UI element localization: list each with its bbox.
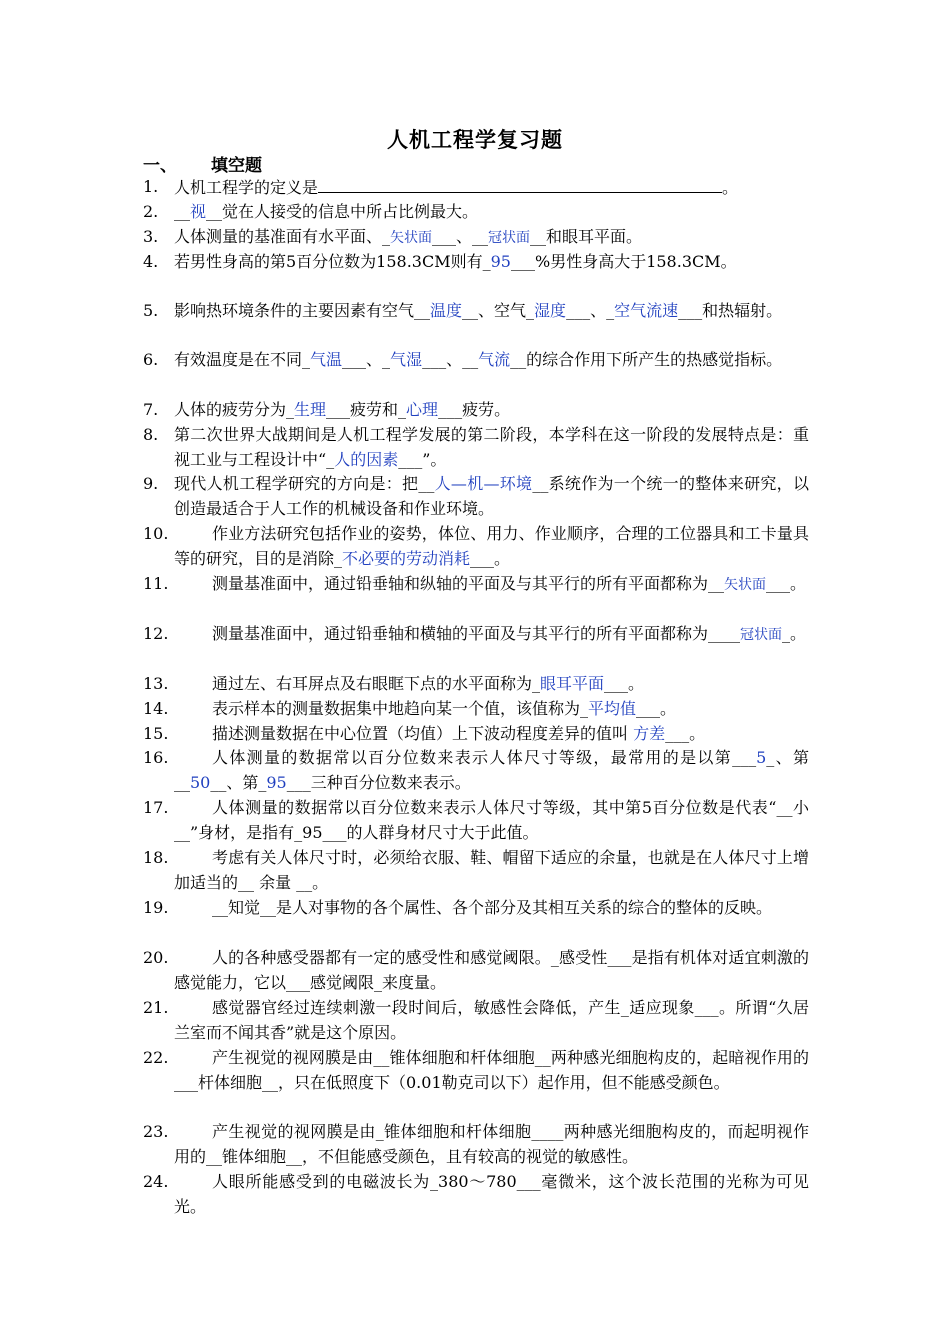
- question-number: 1.: [143, 177, 159, 196]
- question-number: 7.: [143, 400, 159, 419]
- question-number: 20.: [143, 948, 169, 967]
- answer-text: 方差: [633, 724, 666, 743]
- answer-text: 空气流速: [614, 301, 679, 320]
- question-item: [143, 946, 809, 995]
- answer-text: 人—机—环境: [434, 474, 533, 493]
- question-number: 13.: [143, 674, 169, 693]
- question-text: 有效温度是在不同_气温___、_气湿___、__气流__的综合作用下所产生的热感觉指标。: [174, 350, 783, 369]
- question-number: 23.: [143, 1122, 169, 1141]
- question-text: 人体测量的基准面有水平面、_矢状面___、__冠状面__和眼耳平面。: [174, 227, 643, 246]
- question-number: 12.: [143, 624, 169, 643]
- answer-text: 视: [190, 202, 207, 221]
- question-text: 人眼所能感受到的电磁波长为_380～780___毫微米，这个波长范围的光称为可见光。: [174, 1172, 809, 1216]
- question-number: 8.: [143, 425, 159, 444]
- question-item: [143, 398, 809, 423]
- question-number: 11.: [143, 574, 169, 593]
- answer-text: 湿度: [534, 301, 567, 320]
- answer-text: 95: [490, 252, 511, 271]
- question-number: 21.: [143, 998, 169, 1017]
- question-text: __视__觉在人接受的信息中所占比例最大。: [174, 202, 479, 221]
- question-item: [143, 672, 809, 697]
- page-title: 人机工程学复习题: [387, 127, 563, 152]
- question-text: 测量基准面中，通过铅垂轴和纵轴的平面及与其平行的所有平面都称为__矢状面___。: [212, 574, 807, 593]
- question-item: [143, 846, 809, 895]
- question-item: [143, 1170, 809, 1219]
- question-item: [143, 896, 809, 921]
- question-item: [143, 348, 809, 373]
- section-label: 填空题: [211, 156, 262, 176]
- question-number: 17.: [143, 798, 169, 817]
- question-number: 6.: [143, 350, 159, 369]
- question-number: 19.: [143, 898, 169, 917]
- question-text: 作业方法研究包括作业的姿势，体位、用力、作业顺序，合理的工位器具和工卡量具等的研究，目的是消除_不必要的劳动消耗___。: [174, 524, 809, 568]
- question-item: [143, 299, 809, 324]
- question-number: 5.: [143, 301, 159, 320]
- question-item: [143, 697, 809, 722]
- question-item: [143, 572, 809, 598]
- question-item: [143, 423, 809, 472]
- answer-text: 气湿: [390, 350, 423, 369]
- question-text: 人的各种感受器都有一定的感受性和感觉阈限。_感受性___是指有机体对适宜刺激的感觉能力，它以___感觉阈限_来度量。: [174, 948, 809, 992]
- answer-text: 矢状面: [724, 577, 767, 593]
- question-item: [143, 472, 809, 521]
- answer-text: 矢状面: [390, 230, 433, 246]
- question-text: 第二次世界大战期间是人机工程学发展的第二阶段，本学科在这一阶段的发展特点是：重视工业与工程设计中“_人的因素___”。: [174, 425, 809, 469]
- answer-blank: [318, 175, 722, 193]
- question-number: 16.: [143, 748, 169, 767]
- question-number: 10.: [143, 524, 169, 543]
- question-text: 表示样本的测量数据集中地趋向某一个值，该值称为_平均值___。: [212, 699, 677, 718]
- question-item: [143, 522, 809, 571]
- answer-text: 生理: [294, 400, 327, 419]
- answer-text: 气温: [310, 350, 343, 369]
- question-text: 描述测量数据在中心位置（均值）上下波动程度差异的值叫 方差___。: [212, 724, 706, 743]
- question-item: [143, 200, 809, 225]
- answer-text: 气流: [478, 350, 511, 369]
- answer-text: 心理: [406, 400, 439, 419]
- question-text: 人体测量的数据常以百分位数来表示人体尺寸等级，其中第5百分位数是代表“__小__”身材，是指有_95___的人群身材尺寸大于此值。: [174, 798, 809, 842]
- question-text: __知觉__是人对事物的各个属性、各个部分及其相互关系的综合的整体的反映。: [212, 898, 773, 917]
- question-text: 人机工程学的定义是 。: [174, 175, 809, 201]
- question-item: [143, 225, 809, 251]
- answer-text: 5: [756, 748, 767, 767]
- question-number: 14.: [143, 699, 169, 718]
- answer-text: 人的因素: [334, 449, 399, 469]
- question-text: 产生视觉的视网膜是由__锥体细胞和杆体细胞__两种感光细胞构皮的，起暗视作用的___杆体细胞__，只在低照度下（0.01勒克司以下）起作用，但不能感受颜色。: [174, 1048, 809, 1092]
- answer-text: 眼耳平面: [540, 674, 605, 693]
- question-item: [143, 796, 809, 845]
- answer-text: 冠状面: [740, 627, 783, 643]
- answer-text: 温度: [430, 301, 463, 320]
- question-number: 9.: [143, 474, 159, 493]
- question-item: [143, 1046, 809, 1095]
- question-item: [143, 250, 809, 275]
- question-text: 考虑有关人体尺寸时，必须给衣服、鞋、帽留下适应的余量，也就是在人体尺寸上增加适当的__ 余量 __。: [174, 848, 809, 892]
- question-item: [143, 746, 809, 795]
- question-item: [143, 996, 809, 1045]
- question-text: 人体的疲劳分为_生理___疲劳和_心理___疲劳。: [174, 400, 511, 419]
- question-text: 测量基准面中，通过铅垂轴和横轴的平面及与其平行的所有平面都称为____冠状面_。: [212, 624, 807, 643]
- question-text: 通过左、右耳屏点及右眼眶下点的水平面称为_眼耳平面___。: [212, 674, 645, 693]
- question-number: 22.: [143, 1048, 169, 1067]
- question-item: [143, 722, 809, 747]
- question-number: 24.: [143, 1172, 169, 1191]
- answer-text: 平均值: [588, 699, 637, 718]
- question-text: 若男性身高的第5百分位数为158.3CM则有_95___%男性身高大于158.3CM。: [174, 252, 737, 271]
- question-text: 现代人机工程学研究的方向是：把__人—机—环境__系统作为一个统一的整体来研究，以创造最适合于人工作的机械设备和作业环境。: [174, 474, 809, 518]
- answer-text: 50: [190, 772, 211, 792]
- question-number: 4.: [143, 252, 159, 271]
- answer-text: 95: [266, 772, 287, 792]
- section-heading: [143, 151, 262, 176]
- question-number: 2.: [143, 202, 159, 221]
- question-item: [143, 622, 809, 648]
- section-number: 一、: [143, 156, 177, 176]
- question-text: 感觉器官经过连续刺激一段时间后，敏感性会降低，产生_适应现象___。所谓“久居兰室而不闻其香”就是这个原因。: [174, 998, 809, 1042]
- question-text: 影响热环境条件的主要因素有空气__温度__、空气_湿度___、_空气流速___和热辐射。: [174, 301, 783, 320]
- question-text: 人体测量的数据常以百分位数来表示人体尺寸等级，最常用的是以第___5_、第__50__、第_95___三种百分位数来表示。: [174, 748, 809, 792]
- answer-text: 冠状面: [488, 230, 531, 246]
- question-number: 15.: [143, 724, 169, 743]
- question-number: 18.: [143, 848, 169, 867]
- question-text: 产生视觉的视网膜是由_锥体细胞和杆体细胞____两种感光细胞构皮的，而起明视作用的__锥体细胞__，不但能感受颜色，且有较高的视觉的敏感性。: [174, 1122, 809, 1166]
- question-item: [143, 175, 809, 201]
- question-number: 3.: [143, 227, 159, 246]
- question-item: [143, 1120, 809, 1169]
- answer-text: 不必要的劳动消耗: [342, 548, 471, 568]
